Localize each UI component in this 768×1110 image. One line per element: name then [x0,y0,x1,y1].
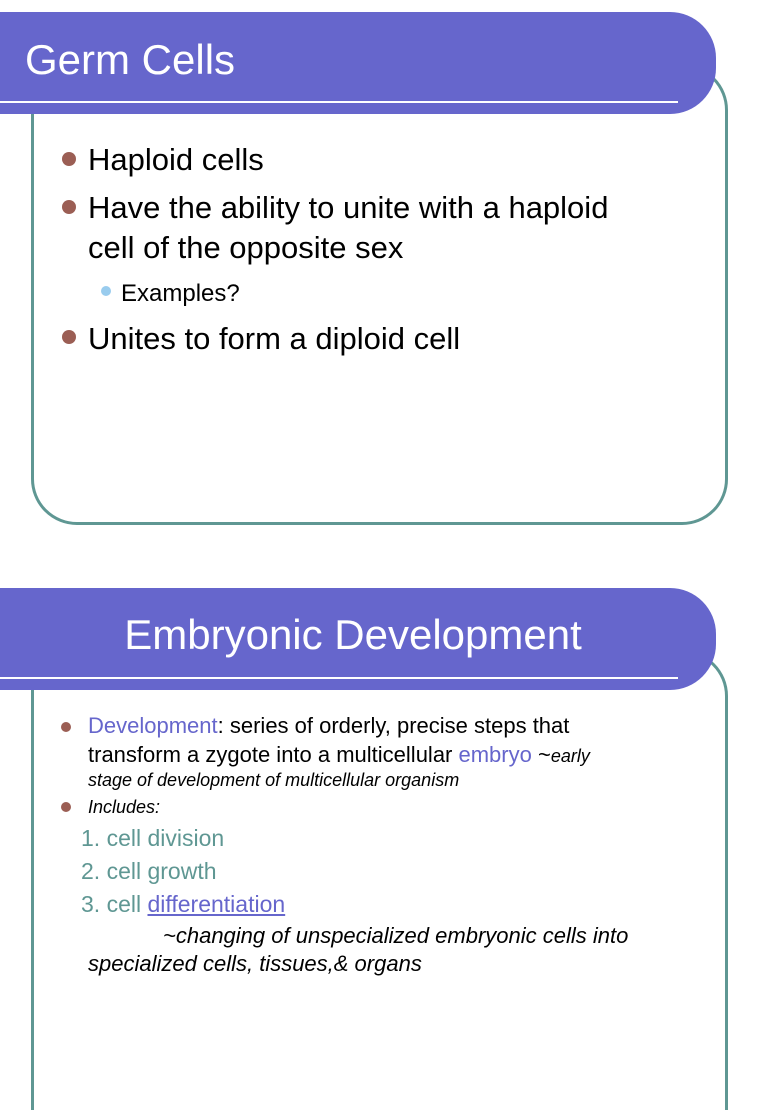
development-line-2 [88,741,590,769]
differentiation-definition: ~changing of unspecialized embryonic cells into [163,923,629,948]
title-bar [0,588,716,690]
bullet-icon [61,802,71,812]
list-item: 2. cell growth [81,858,217,884]
sub-bullet-icon [101,286,111,296]
title-underline [0,101,678,103]
slide-embryonic-development [0,586,768,1024]
list-item-prefix: 3. cell [81,891,148,917]
bullet-text: Have the ability to unite with a haploid [88,190,609,225]
differentiation-link[interactable]: differentiation [147,891,286,917]
embryo-definition-continued: stage of development of multicellular organism [88,770,460,790]
sub-bullet-text: Examples? [121,280,240,307]
list-item: 1. cell division [81,825,225,851]
development-text: : series of orderly, precise steps that [217,713,570,738]
embryo-term: embryo [458,742,532,767]
bullet-icon [61,722,71,732]
bullet-text: Haploid cells [88,142,264,177]
list-item [81,889,285,919]
bullet-icon [62,200,76,214]
embryo-tilde: ~ [531,742,551,767]
slide-title: Embryonic Development [124,611,582,658]
development-line [88,712,569,740]
title-underline [0,677,678,679]
zygote-text: transform a zygote into a multicellular [88,742,459,767]
bullet-icon [62,330,76,344]
slide-germ-cells [0,0,768,540]
slide-title: Germ Cells [25,36,236,83]
development-term: Development [88,713,218,738]
includes-label: Includes: [88,797,161,817]
embryo-definition: early [550,746,590,766]
bullet-icon [62,152,76,166]
differentiation-definition-continued: specialized cells, tissues,& organs [88,951,422,976]
bullet-text-continued: cell of the opposite sex [88,230,404,265]
bullet-text: Unites to form a diploid cell [88,321,461,356]
title-bar [0,12,716,114]
